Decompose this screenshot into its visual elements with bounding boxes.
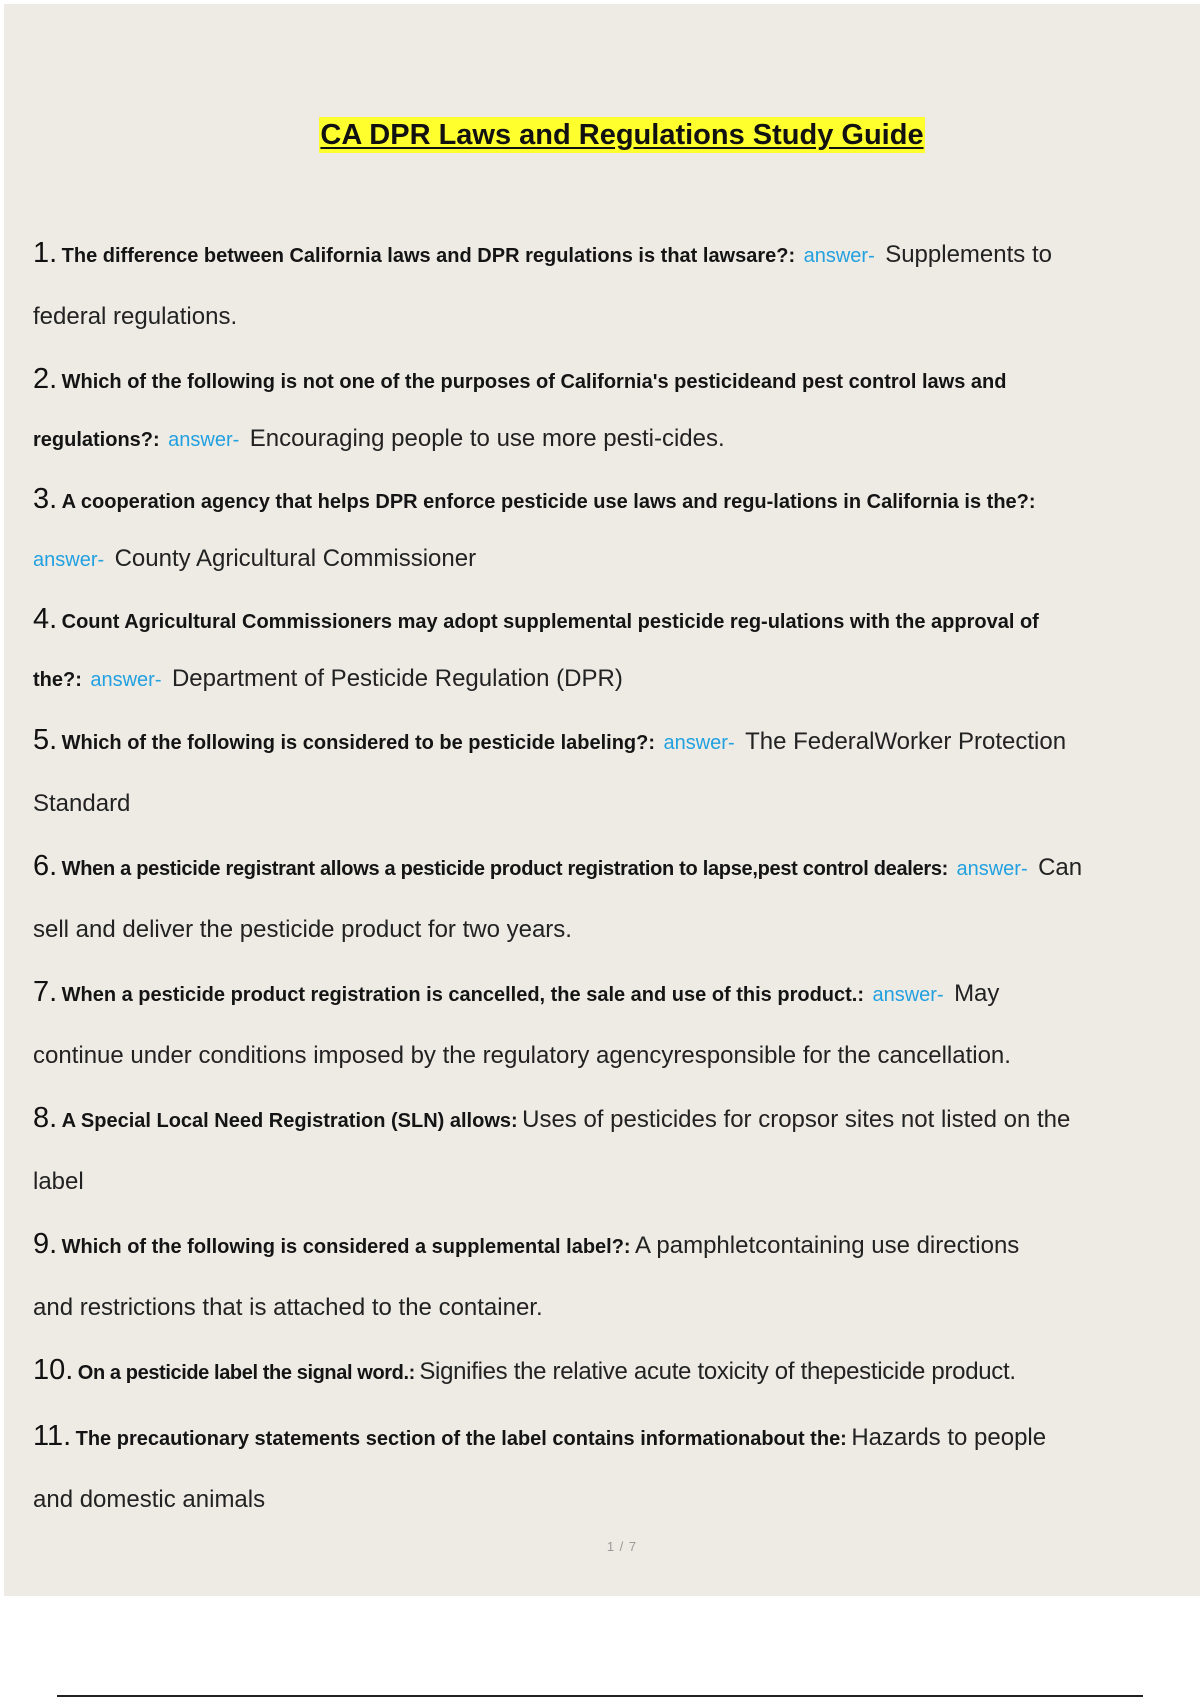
answer-text: Signifies the relative acute toxicity of thepesticide product. bbox=[419, 1358, 1016, 1385]
page-title: CA DPR Laws and Regulations Study Guide bbox=[320, 119, 924, 151]
question-number: 9. bbox=[33, 1228, 58, 1260]
answer-text-continued: sell and deliver the pesticide product for two years. bbox=[33, 916, 572, 943]
qa-line-2 bbox=[33, 1294, 543, 1322]
qa-line-2 bbox=[33, 1042, 1011, 1070]
qa-line-1 bbox=[33, 1420, 1046, 1453]
answer-tag: answer- bbox=[168, 429, 240, 451]
qa-line-2 bbox=[33, 1168, 84, 1196]
question-text: The difference between California laws and DPR regulations is that lawsare?: bbox=[61, 245, 796, 267]
answer-text: Department of Pesticide Regulation (DPR) bbox=[171, 665, 623, 692]
qa-line-1 bbox=[33, 603, 1039, 636]
page-number: 1 / 7 bbox=[606, 1539, 638, 1554]
answer-text: Supplements to bbox=[885, 241, 1052, 268]
answer-text: Uses of pesticides for cropsor sites not listed on the bbox=[522, 1106, 1071, 1133]
answer-text: A pamphletcontaining use directions bbox=[635, 1232, 1020, 1259]
answer-tag: answer- bbox=[956, 858, 1028, 880]
qa-line-2 bbox=[33, 1486, 265, 1514]
question-number: 1. bbox=[33, 237, 58, 269]
qa-line-2 bbox=[33, 545, 476, 573]
question-number: 11. bbox=[33, 1420, 72, 1452]
answer-text-continued: and domestic animals bbox=[33, 1486, 266, 1513]
answer-tag: answer- bbox=[663, 732, 735, 754]
question-text-continued: the?: bbox=[33, 669, 82, 691]
question-text-continued: regulations?: bbox=[33, 429, 160, 451]
answer-text: May bbox=[954, 980, 1000, 1007]
qa-line-1 bbox=[33, 850, 1082, 883]
answer-text-continued: and restrictions that is attached to the container. bbox=[33, 1294, 543, 1321]
question-number: 7. bbox=[33, 976, 58, 1008]
question-number: 8. bbox=[33, 1102, 58, 1134]
answer-text-continued: continue under conditions imposed by the regulatory agencyresponsible for the cancellation. bbox=[33, 1042, 1011, 1069]
qa-line-1 bbox=[33, 363, 1006, 396]
question-text: A cooperation agency that helps DPR enforce pesticide use laws and regu-lations in California is the?: bbox=[61, 491, 1036, 513]
qa-line-1 bbox=[33, 1102, 1070, 1135]
answer-text: Can bbox=[1038, 854, 1083, 881]
question-text: When a pesticide registrant allows a pesticide product registration to lapse,pest control dealers: bbox=[61, 858, 949, 880]
question-number: 10. bbox=[33, 1354, 74, 1386]
qa-line-1 bbox=[33, 1354, 1016, 1387]
question-number: 2. bbox=[33, 363, 58, 395]
answer-text-continued: Standard bbox=[33, 790, 131, 817]
question-text: Which of the following is considered a supplemental label?: bbox=[61, 1236, 631, 1258]
qa-line-1 bbox=[33, 724, 1066, 757]
answer-text-continued: federal regulations. bbox=[33, 303, 238, 330]
qa-line-2 bbox=[33, 790, 130, 818]
question-number: 4. bbox=[33, 603, 58, 635]
answer-text: County Agricultural Commissioner bbox=[114, 545, 477, 572]
title-wrap bbox=[4, 117, 1200, 153]
question-text: When a pesticide product registration is cancelled, the sale and use of this product.: bbox=[61, 984, 865, 1006]
qa-line-2 bbox=[33, 303, 237, 331]
question-number: 3. bbox=[33, 483, 58, 515]
qa-line-2 bbox=[33, 425, 725, 453]
answer-text: Hazards to people bbox=[851, 1424, 1047, 1451]
question-text: On a pesticide label the signal word.: bbox=[77, 1362, 415, 1384]
qa-line-2 bbox=[33, 916, 572, 944]
answer-tag: answer- bbox=[803, 245, 875, 267]
qa-line-1 bbox=[33, 483, 1036, 516]
question-text: Count Agricultural Commissioners may adopt supplemental pesticide reg-ulations with the approval of bbox=[61, 611, 1039, 633]
qa-line-1 bbox=[33, 1228, 1019, 1261]
answer-text: Encouraging people to use more pesti-cides. bbox=[249, 425, 725, 452]
document-page bbox=[4, 4, 1200, 1596]
answer-text: The FederalWorker Protection bbox=[745, 728, 1067, 755]
question-number: 5. bbox=[33, 724, 58, 756]
question-number: 6. bbox=[33, 850, 58, 882]
answer-text-continued: label bbox=[33, 1168, 84, 1195]
qa-line-2 bbox=[33, 665, 623, 693]
answer-tag: answer- bbox=[33, 549, 105, 571]
qa-line-1 bbox=[33, 976, 999, 1009]
answer-tag: answer- bbox=[90, 669, 162, 691]
question-text: A Special Local Need Registration (SLN) allows: bbox=[61, 1110, 518, 1132]
footer-divider bbox=[57, 1695, 1143, 1697]
question-text: The precautionary statements section of the label contains informationabout the: bbox=[75, 1428, 847, 1450]
qa-line-1 bbox=[33, 237, 1052, 270]
answer-tag: answer- bbox=[872, 984, 944, 1006]
question-text: Which of the following is not one of the purposes of California's pesticideand pest control laws and bbox=[61, 371, 1007, 393]
question-text: Which of the following is considered to be pesticide labeling?: bbox=[61, 732, 656, 754]
